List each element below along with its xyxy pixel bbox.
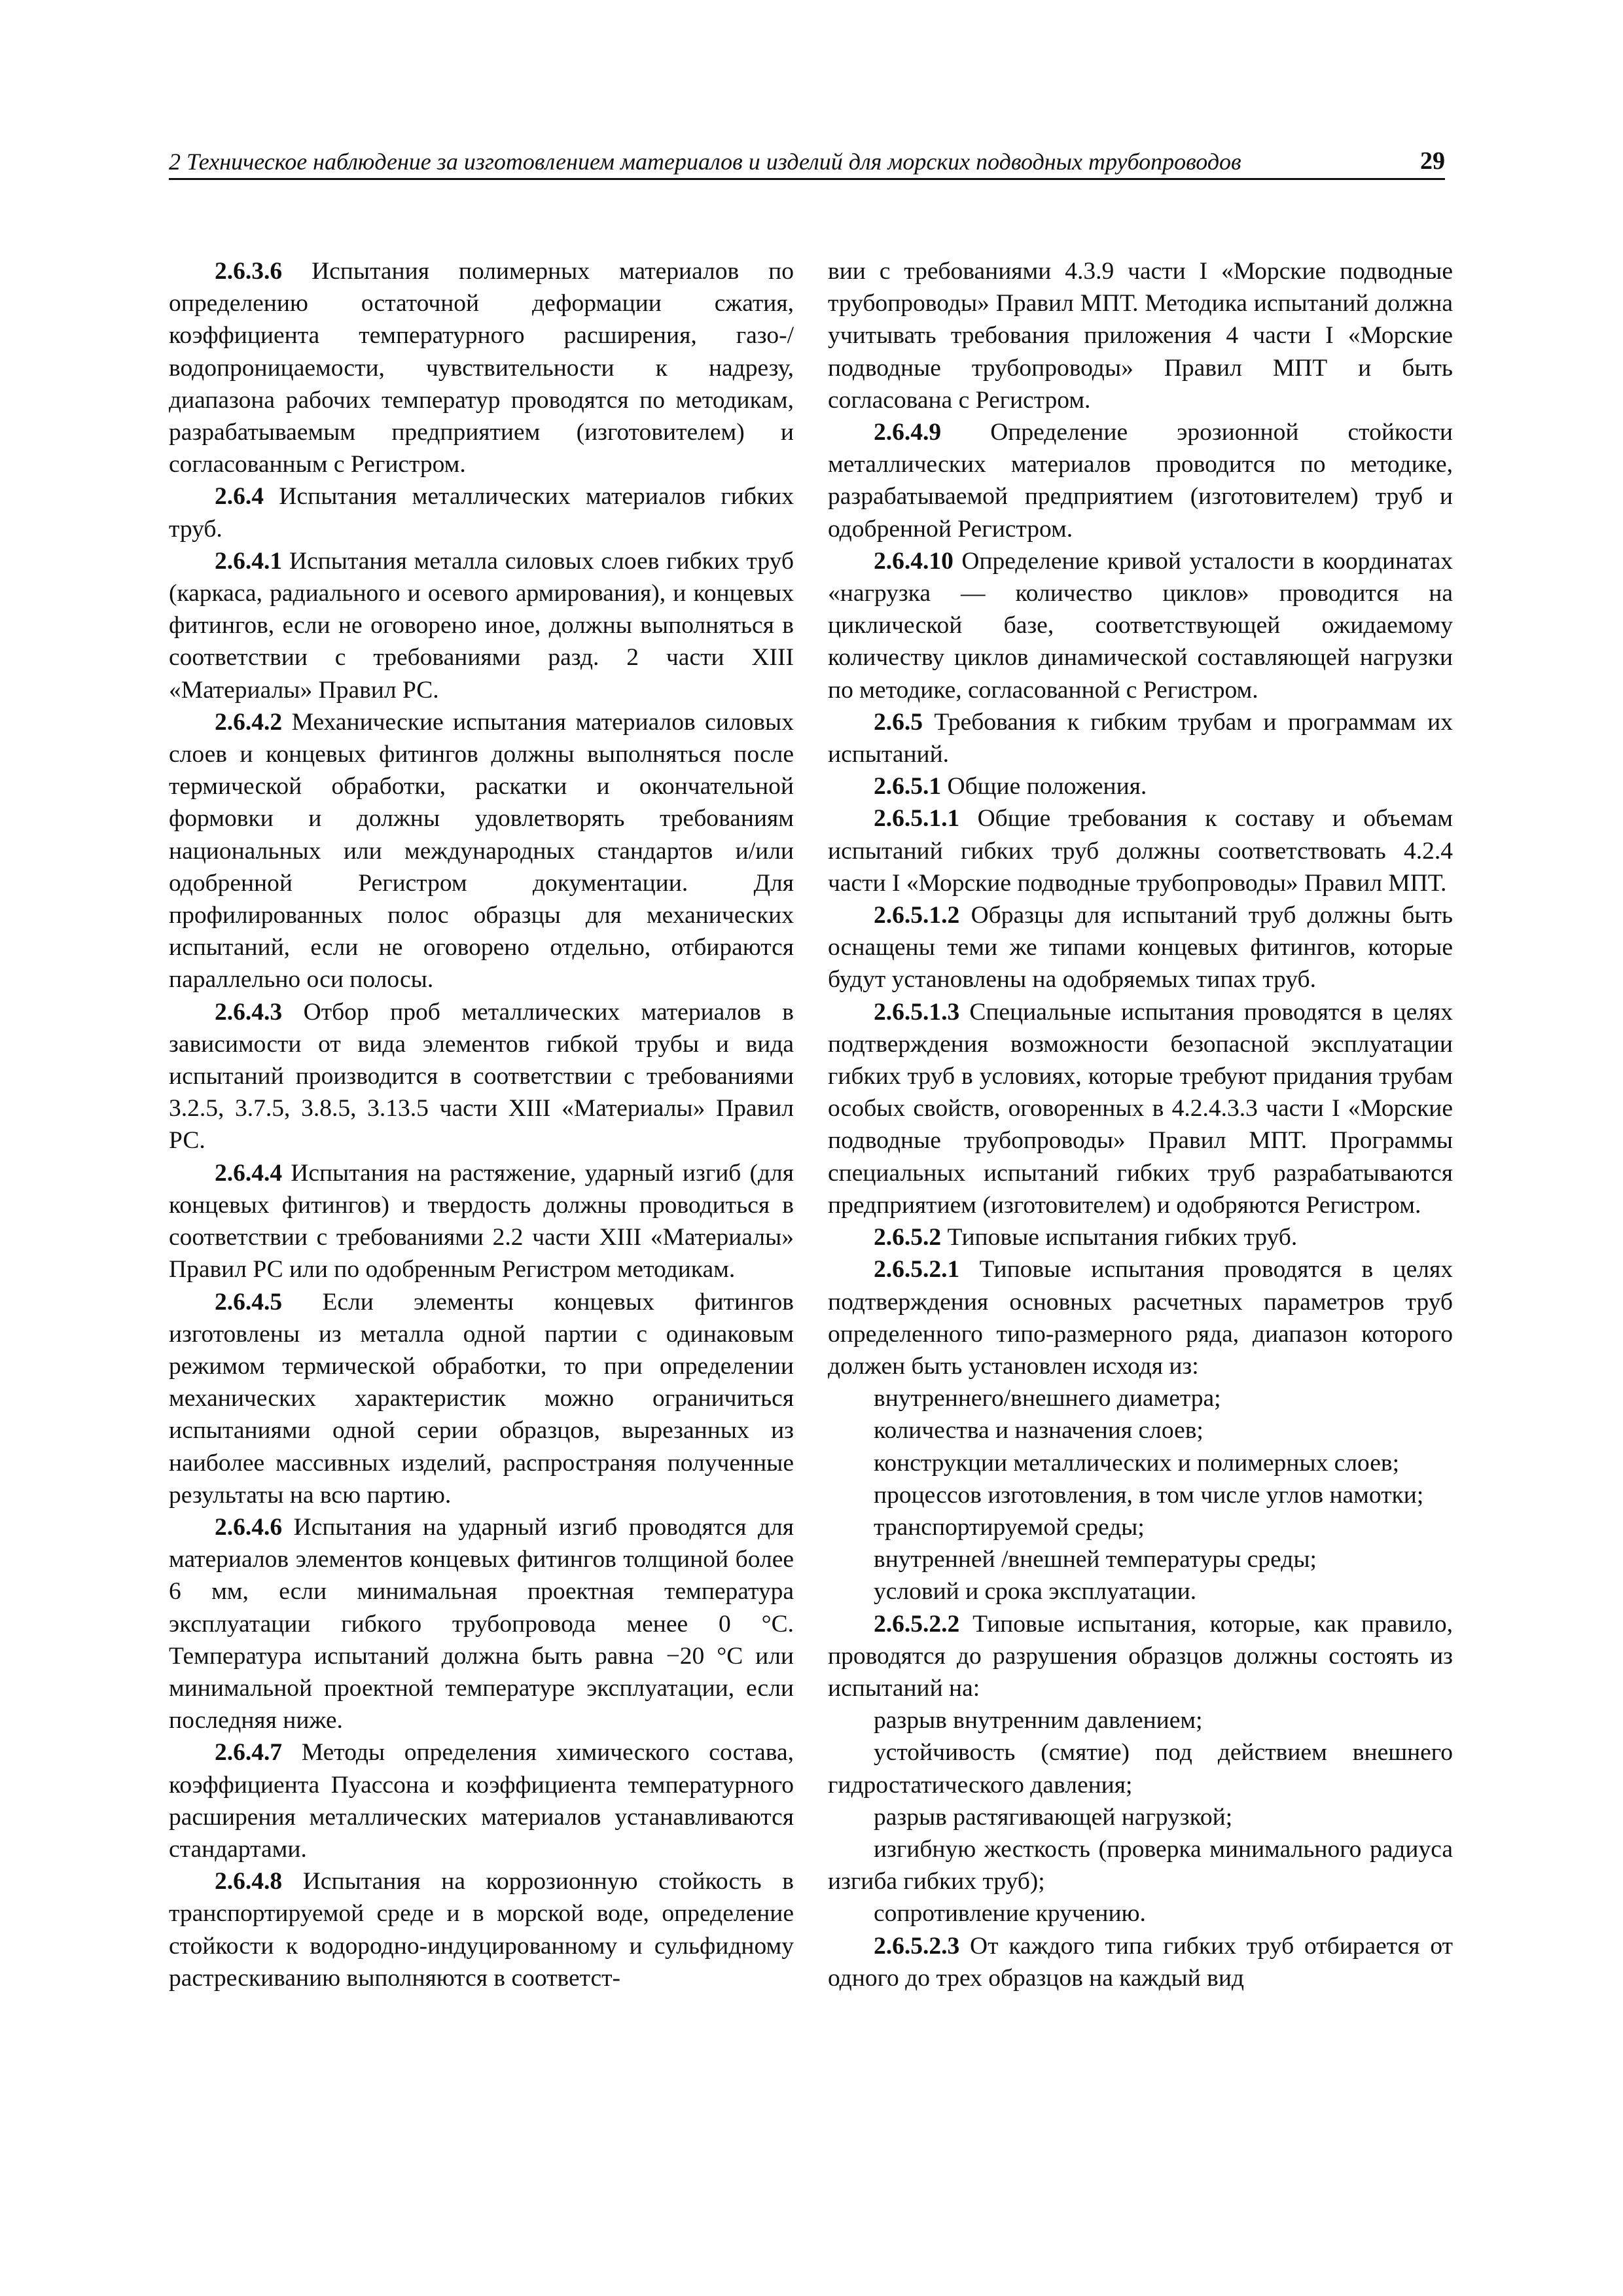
paragraph <box>828 1897 1453 1929</box>
paragraph <box>169 706 794 996</box>
paragraph <box>828 1930 1453 1994</box>
paragraph-text: разрыв внутренним давлением; <box>874 1707 1203 1734</box>
clause-number: 2.6.4.5 <box>215 1288 283 1316</box>
paragraph-text: конструкции металлических и полимерных слоев; <box>874 1449 1400 1477</box>
clause-number: 2.6.4.4 <box>215 1159 283 1187</box>
paragraph <box>828 1704 1453 1736</box>
clause-number: 2.6.5.1 <box>874 773 942 800</box>
paragraph <box>828 1801 1453 1833</box>
paragraph-text: От каждого типа гибких труб отбирается от одного до трех образцов на каждый вид <box>828 1932 1453 1992</box>
paragraph-text: Испытания на ударный изгиб проводятся для материалов элементов концевых фитингов толщиной более 6 мм, если минимальная проектная температура эксплуатации гибкого трубопровода менее 0 °C. Температура испытаний должна быть равна −20 °C или минимальной проектной температуре эксплуатации, если последняя ниже. <box>169 1513 794 1734</box>
paragraph <box>828 899 1453 996</box>
paragraph <box>828 706 1453 770</box>
paragraph-text: Если элементы концевых фитингов изготовлены из металла одной партии с одинаковым режимом термической обработки, то при определении механических характеристик можно ограничиться испытаниями одной серии образцов, вырезанных из наиболее массивных изделий, распространяя полученные результаты на всю партию. <box>169 1288 794 1509</box>
paragraph-text: Общие положения. <box>941 773 1147 800</box>
clause-number: 2.6.4.10 <box>874 547 954 575</box>
paragraph-text: внутренней /внешней температуры среды; <box>874 1546 1317 1573</box>
right-column <box>828 255 1453 1994</box>
paragraph-text: Типовые испытания проводятся в целях подтверждения основных расчетных параметров труб определенного типо-размерного ряда, диапазон которого должен быть установлен исходя из: <box>828 1256 1453 1380</box>
paragraph-text: Испытания металла силовых слоев гибких труб (каркаса, радиального и осевого армирования), и концевых фитингов, если не оговорено иное, должны выполняться в соответствии с требованиями разд. 2 части XIII «Материалы» Правил РС. <box>169 547 794 704</box>
paragraph-text: изгибную жесткость (проверка минимального радиуса изгиба гибких труб); <box>828 1835 1453 1895</box>
clause-number: 2.6.4 <box>215 483 264 511</box>
paragraph <box>828 1575 1453 1607</box>
paragraph-text: транспортируемой среды; <box>874 1513 1145 1541</box>
paragraph-text: Общие требования к составу и объемам испытаний гибких труб должны соответствовать 4.2.4 части I «Морские подводные трубопроводы» Правил МПТ. <box>828 805 1453 897</box>
paragraph <box>828 1511 1453 1543</box>
paragraph <box>828 1414 1453 1446</box>
clause-number: 2.6.4.8 <box>215 1868 283 1895</box>
running-header <box>169 139 1445 180</box>
paragraph <box>169 1736 794 1865</box>
paragraph <box>828 996 1453 1221</box>
paragraph <box>828 1447 1453 1479</box>
clause-number: 2.6.3.6 <box>215 258 283 285</box>
paragraph-text: процессов изготовления, в том числе углов намотки; <box>874 1481 1424 1509</box>
paragraph-text: устойчивость (смятие) под действием внешнего гидростатического давления; <box>828 1739 1453 1799</box>
paragraph <box>828 255 1453 416</box>
paragraph-text: Испытания полимерных материалов по определению остаточной деформации сжатия, коэффициента температурного расширения, газо-/водопроницаемости, чувствительности к надрезу, диапазона рабочих температур проводятся по методикам, разрабатываемым предприятием (изготовителем) и согласованным с Регистром. <box>169 258 794 478</box>
paragraph <box>169 1157 794 1286</box>
clause-number: 2.6.4.1 <box>215 547 283 575</box>
clause-number: 2.6.5.2.3 <box>874 1932 960 1960</box>
paragraph <box>828 545 1453 706</box>
clause-number: 2.6.4.2 <box>215 708 283 736</box>
paragraph-text: условий и срока эксплуатации. <box>874 1578 1197 1605</box>
paragraph-text: Механические испытания материалов силовых слоев и концевых фитингов должны выполняться после термической обработки, раскатки и окончательной формовки и должны удовлетворять требованиям национальных или международных стандартов и/или одобренной Регистром документации. Для профилированных полос образцы для механических испытаний, если не оговорено отдельно, отбираются параллельно оси полосы. <box>169 708 794 994</box>
paragraph <box>169 545 794 706</box>
paragraph <box>828 1382 1453 1414</box>
paragraph <box>828 1833 1453 1897</box>
paragraph-text: Испытания металлических материалов гибких труб. <box>169 483 794 543</box>
paragraph-text: разрыв растягивающей нагрузкой; <box>874 1803 1233 1831</box>
paragraph-text: количества и назначения слоев; <box>874 1417 1204 1444</box>
left-column <box>169 255 794 1994</box>
paragraph <box>169 255 794 480</box>
paragraph <box>169 480 794 545</box>
paragraph <box>169 1511 794 1736</box>
paragraph <box>828 1608 1453 1705</box>
paragraph-text: внутреннего/внешнего диаметра; <box>874 1385 1221 1412</box>
paragraph-text: Отбор проб металлических материалов в зависимости от вида элементов гибкой трубы и вида испытаний производится в соответствии с требованиями 3.2.5, 3.7.5, 3.8.5, 3.13.5 части XIII «Материалы» Правил РС. <box>169 998 794 1155</box>
paragraph-text: Типовые испытания гибких труб. <box>941 1224 1298 1251</box>
paragraph-text: вии с требованиями 4.3.9 части I «Морские подводные трубопроводы» Правил МПТ. Методика испытаний должна учитывать требования приложения 4 части I «Морские подводные трубопроводы» Правил МПТ и быть согласована с Регистром. <box>828 258 1453 414</box>
paragraph-text: Образцы для испытаний труб должны быть оснащены теми же типами концевых фитингов, которые будут установлены на одобряемых типах труб. <box>828 902 1453 994</box>
header-title: 2 Техническое наблюдение за изготовлением материалов и изделий для морских подводных трубопроводов <box>169 149 1241 175</box>
clause-number: 2.6.4.3 <box>215 998 283 1026</box>
paragraph <box>828 802 1453 899</box>
paragraph <box>828 1543 1453 1575</box>
paragraph-text: Типовые испытания, которые, как правило, проводятся до разрушения образцов должны состоять из испытаний на: <box>828 1610 1453 1702</box>
clause-number: 2.6.5.1.2 <box>874 902 960 929</box>
page-number: 29 <box>1420 147 1445 175</box>
clause-number: 2.6.4.9 <box>874 419 942 446</box>
clause-number: 2.6.5.2.2 <box>874 1610 960 1638</box>
paragraph-text: Определение эрозионной стойкости металлических материалов проводится по методике, разрабатываемой предприятием (изготовителем) труб и одобренной Регистром. <box>828 419 1453 543</box>
paragraph <box>169 996 794 1157</box>
clause-number: 2.6.5.2 <box>874 1224 942 1251</box>
clause-number: 2.6.5.2.1 <box>874 1256 960 1283</box>
clause-number: 2.6.5.1.3 <box>874 998 960 1026</box>
paragraph <box>169 1286 794 1511</box>
clause-number: 2.6.4.6 <box>215 1513 283 1541</box>
clause-number: 2.6.4.7 <box>215 1739 283 1767</box>
paragraph <box>828 416 1453 545</box>
paragraph <box>828 1221 1453 1253</box>
paragraph-text: Специальные испытания проводятся в целях подтверждения возможности безопасной эксплуатации гибких труб в условиях, которые требуют придания трубам особых свойств, оговоренных в 4.2.4.3.3 части I «Морские подводные трубопроводы» Правил МПТ. Программы специальных испытаний гибких труб разрабатываются предприятием (изготовителем) и одобряются Регистром. <box>828 998 1453 1219</box>
paragraph-text: Испытания на коррозионную стойкость в транспортируемой среде и в морской воде, определение стойкости к водородно-индуцированному и сульфидному растрескиванию выполняются в соответст- <box>169 1868 794 1992</box>
paragraph <box>828 770 1453 802</box>
paragraph-text: Определение кривой усталости в координатах «нагрузка — количество циклов» проводится на циклической базе, соответствующей ожидаемому количеству циклов динамической составляющей нагрузки по методике, согласованной с Регистром. <box>828 547 1453 704</box>
paragraph <box>828 1479 1453 1511</box>
paragraph <box>828 1253 1453 1382</box>
paragraph <box>169 1865 794 1994</box>
paragraph <box>828 1736 1453 1801</box>
clause-number: 2.6.5 <box>874 708 923 736</box>
paragraph-text: Методы определения химического состава, коэффициента Пуассона и коэффициента температурного расширения металлических материалов устанавливаются стандартами. <box>169 1739 794 1863</box>
paragraph-text: Испытания на растяжение, ударный изгиб (для концевых фитингов) и твердость должны проводиться в соответствии с требованиями 2.2 части XIII «Материалы» Правил РС или по одобренным Регистром методикам. <box>169 1159 794 1283</box>
paragraph-text: Требования к гибким трубам и программам их испытаний. <box>828 708 1453 768</box>
clause-number: 2.6.5.1.1 <box>874 805 960 833</box>
paragraph-text: сопротивление кручению. <box>874 1900 1146 1928</box>
